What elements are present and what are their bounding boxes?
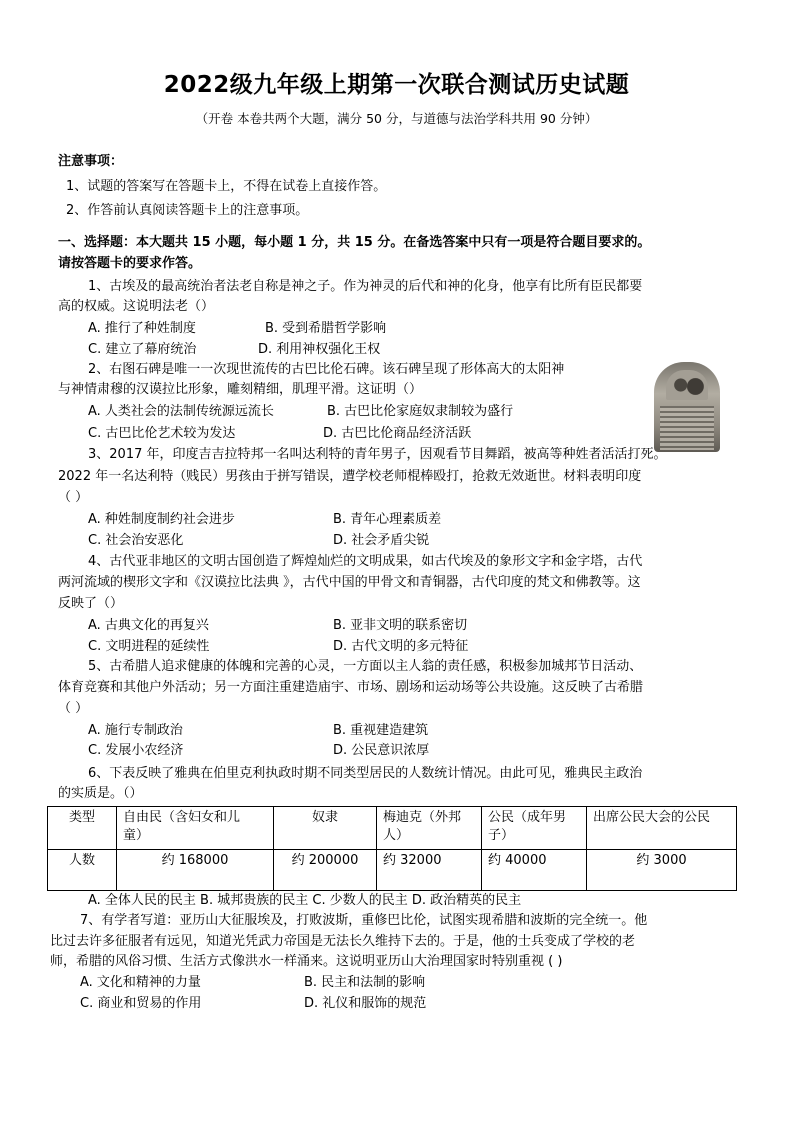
stela-relief [666, 370, 708, 400]
option-d: D. 礼仪和服饰的规范 [304, 996, 427, 1011]
option-d: D. 公民意识浓厚 [333, 743, 430, 758]
table-header-cell [587, 807, 737, 850]
option-b: B. 民主和法制的影响 [304, 975, 426, 990]
option-b: B. 青年心理素质差 [333, 512, 442, 527]
hammurabi-stela-image [654, 362, 720, 452]
notice-heading: 注意事项： [58, 154, 124, 169]
table-header-cell [117, 807, 274, 850]
option-c: C. 古巴比伦艺术较为发达 [88, 426, 236, 441]
option-c: C. 发展小农经济 [88, 743, 184, 758]
option-b: B. 古巴比伦家庭奴隶制较为盛行 [327, 404, 514, 419]
question-5-text: （ ） [58, 701, 89, 716]
question-1-text: 高的权威。这说明法老（） [58, 299, 215, 314]
option-d: D. 利用神权强化王权 [258, 342, 381, 357]
table-cell: 约 200000 [274, 850, 377, 891]
question-6-text: 6、下表反映了雅典在伯里克利执政时期不同类型居民的人数统计情况。由此可见，雅典民主政治 [88, 766, 643, 781]
table-header-text: 公民（成年男 [488, 810, 567, 825]
section-heading: 一、选择题：本大题共 15 小题，每小题 1 分，共 15 分。在备选答案中只有一项是符合题目要求的。 [58, 235, 651, 250]
table-header-cell [377, 807, 482, 850]
stela-inscription [660, 406, 714, 450]
population-table [47, 806, 737, 891]
option-d: D. 古巴比伦商品经济活跃 [323, 426, 472, 441]
table-header-cell [48, 807, 117, 850]
table-header-cell [274, 807, 377, 850]
option-d: D. 古代文明的多元特征 [333, 639, 469, 654]
option-a: A. 文化和精神的力量 [80, 975, 201, 990]
question-1-text: 1、古埃及的最高统治者法老自称是神之子。作为神灵的后代和神的化身，他享有比所有臣民都要 [88, 279, 643, 294]
table-cell: 约 40000 [482, 850, 587, 891]
question-6-text: 的实质是。（） [58, 786, 143, 801]
question-2-text: 2、右图石碑是唯一一次现世流传的古巴比伦石碑。该石碑呈现了形体高大的太阳神 [88, 362, 565, 377]
option-c: C. 建立了幕府统治 [88, 342, 197, 357]
question-5-text: 5、古希腊人追求健康的体魄和完善的心灵，一方面以主人翁的责任感，积极参加城邦节日活动、 [88, 659, 643, 674]
question-4-text: 4、古代亚非地区的文明古国创造了辉煌灿烂的文明成果，如古代埃及的象形文字和金字塔，古代 [88, 554, 643, 569]
notice-item: 2、作答前认真阅读答题卡上的注意事项。 [66, 203, 309, 218]
table-cell: 人数 [48, 850, 117, 891]
option-a: A. 古典文化的再复兴 [88, 618, 209, 633]
question-4-text: 反映了（） [58, 596, 124, 611]
table-header-text: 人） [383, 828, 410, 843]
table-header-text: 出席公民大会的公民 [593, 810, 711, 825]
option-a: A. 施行专制政治 [88, 723, 183, 738]
option-a: A. 人类社会的法制传统源远流长 [88, 404, 274, 419]
table-header-text: 子） [488, 828, 515, 843]
question-4-text: 两河流域的楔形文字和《汉谟拉比法典 》，古代中国的甲骨文和青铜器，古代印度的梵文和佛教等。这 [58, 575, 641, 590]
table-header-cell [482, 807, 587, 850]
page-subtitle: （开卷 本卷共两个大题，满分 50 分，与道德与法治学科共用 90 分钟） [195, 111, 598, 126]
question-3-text: 2022 年一名达利特（贱民）男孩由于拼写错误，遭学校老师棍棒殴打，抢救无效逝世。材料表明印度 [58, 469, 642, 484]
table-header-text: 梅迪克（外邦 [383, 810, 462, 825]
section-heading-cont: 请按答题卡的要求作答。 [58, 256, 202, 271]
table-header-text: 自由民（含妇女和儿 [123, 810, 241, 825]
option-c: C. 文明进程的延续性 [88, 639, 210, 654]
table-header-text: 奴隶 [311, 810, 338, 825]
option-b: B. 受到希腊哲学影响 [265, 321, 387, 336]
question-2-text: 与神情肃穆的汉谟拉比形象，雕刻精细，肌理平滑。这证明（） [58, 382, 423, 397]
option-b: B. 亚非文明的联系密切 [333, 618, 468, 633]
option-a: A. 推行了种姓制度 [88, 321, 196, 336]
table-cell: 约 168000 [117, 850, 274, 891]
page-title: 2022级九年级上期第一次联合测试历史试题 [163, 72, 630, 98]
table-row [48, 850, 737, 891]
table-header-text: 类型 [68, 810, 95, 825]
option-d: D. 社会矛盾尖锐 [333, 533, 430, 548]
option-a: A. 种姓制度制约社会进步 [88, 512, 235, 527]
question-7-text: 比过去许多征服者有远见，知道光凭武力帝国是无法长久维持下去的。于是，他的士兵变成了学校的老 [50, 934, 636, 949]
question-7-text: 7、有学者写道：亚历山大征服埃及，打败波斯，重修巴比伦，试图实现希腊和波斯的完全统一。他 [80, 913, 648, 928]
question-5-text: 体育竞赛和其他户外活动；另一方面注重建造庙宇、市场、剧场和运动场等公共设施。这反映了古希腊 [58, 680, 644, 695]
notice-item: 1、试题的答案写在答题卡上，不得在试卷上直接作答。 [66, 179, 387, 194]
question-3-text: （ ） [58, 490, 89, 505]
option-c: C. 商业和贸易的作用 [80, 996, 202, 1011]
question-6-options: A. 全体人民的民主 B. 城邦贵族的民主 C. 少数人的民主 D. 政治精英的民主 [88, 893, 522, 908]
table-header-row [48, 807, 737, 850]
question-7-text: 师，希腊的风俗习惯、生活方式像洪水一样涌来。这说明亚历山大治理国家时特别重视 ( ) [50, 954, 563, 969]
question-3-text: 3、2017 年，印度吉吉拉特邦一名叫达利特的青年男子，因观看节目舞蹈，被高等种姓者活活打死。 [88, 447, 667, 462]
option-c: C. 社会治安恶化 [88, 533, 184, 548]
table-cell: 约 3000 [587, 850, 737, 891]
table-header-text: 童） [123, 828, 150, 843]
table-cell: 约 32000 [377, 850, 482, 891]
option-b: B. 重视建造建筑 [333, 723, 429, 738]
